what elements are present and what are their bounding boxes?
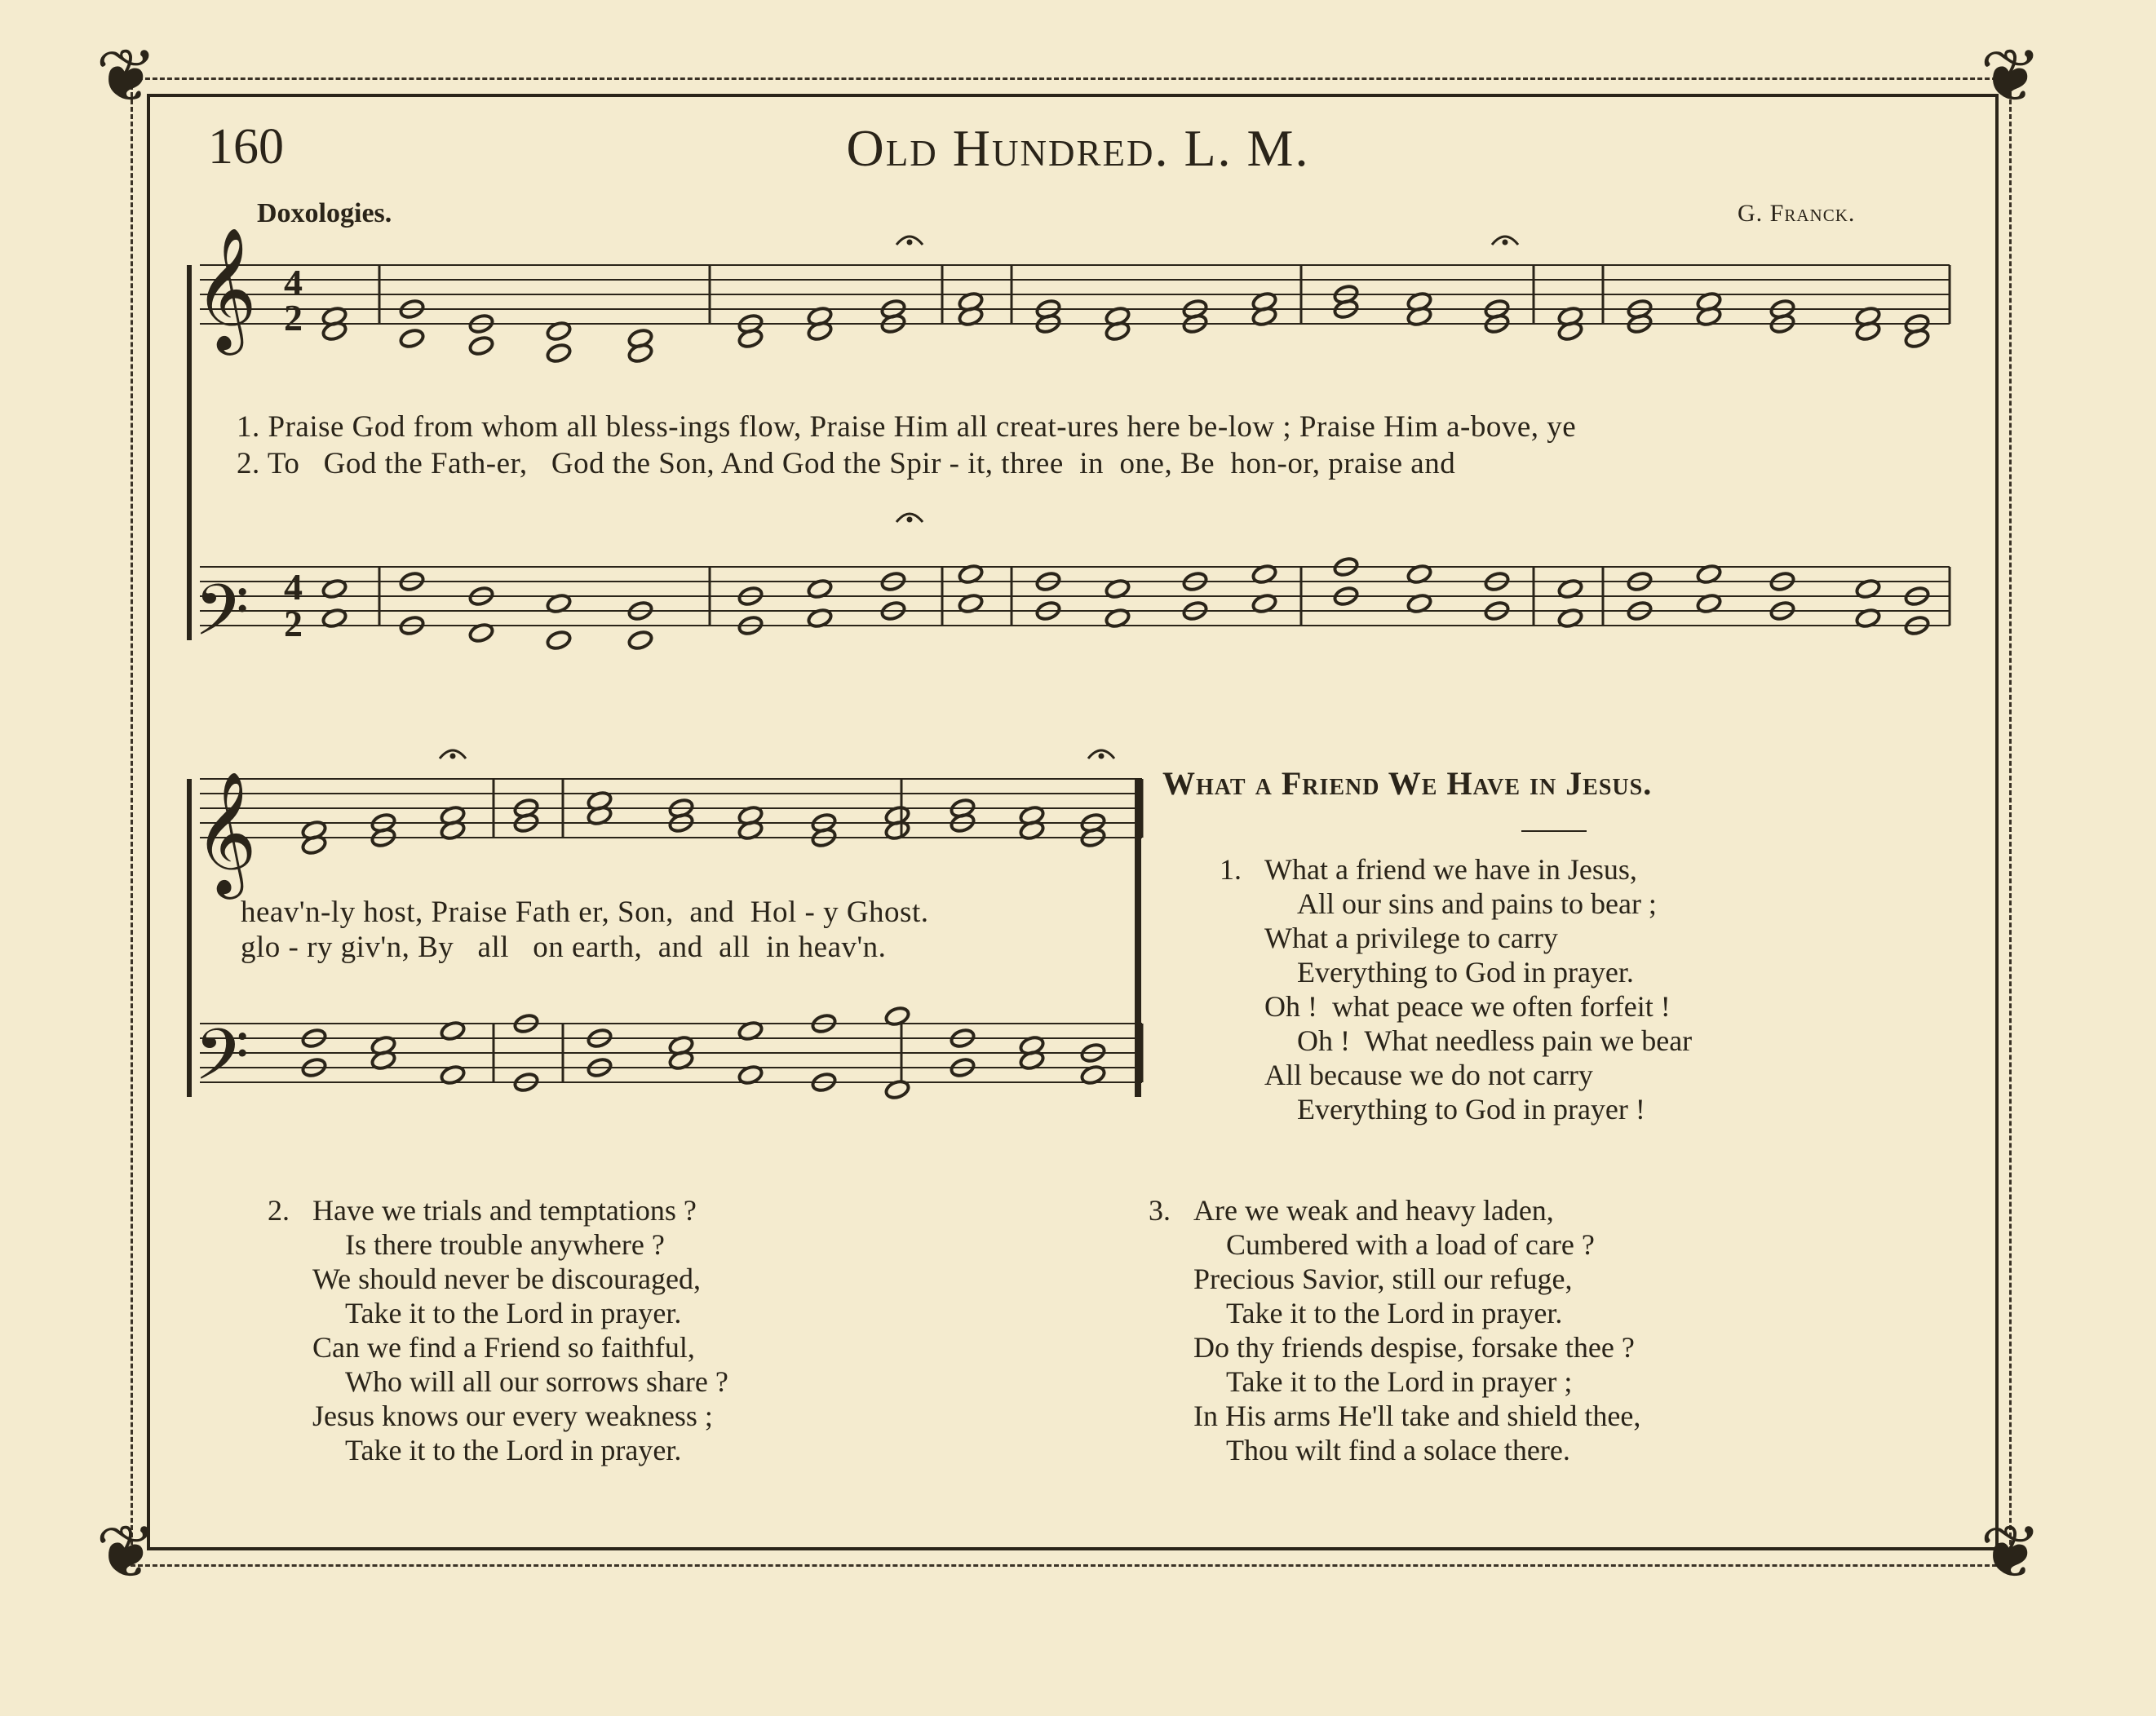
fermata-dot <box>1099 754 1104 758</box>
stanza-2 <box>268 1193 728 1467</box>
stanza-line: What a privilege to carry <box>1264 922 1558 954</box>
stanza-1 <box>1220 852 1693 1126</box>
stanza-line: Can we find a Friend so faithful, <box>312 1331 695 1364</box>
second-hymn-title: What a Friend We Have in Jesus. <box>1162 765 1653 802</box>
stanza-line: Who will all our sorrows share ? <box>345 1365 728 1398</box>
stanza-line: Have we trials and temptations ? <box>312 1194 697 1227</box>
page-number: 160 <box>208 119 284 175</box>
composer-credit: G. Franck. <box>1738 200 1856 227</box>
stanza-line: Do thy friends despise, forsake thee ? <box>1193 1331 1635 1364</box>
stanza-line: Cumbered with a load of care ? <box>1226 1228 1595 1261</box>
stanza-line: Oh ! What needless pain we bear <box>1297 1024 1693 1057</box>
time-signature-bottom: 2 <box>284 603 303 644</box>
lyric-line-verse-2: 2. To God the Fath-er, God the Son, And God the Spir - it, three in one, Be hon-or, praise and <box>237 447 1456 480</box>
stanza-line: Take it to the Lord in prayer. <box>1226 1297 1563 1329</box>
note-head <box>546 630 572 651</box>
note-head <box>546 343 572 364</box>
stanza-line: All our sins and pains to bear ; <box>1297 887 1657 920</box>
fermata-dot <box>907 240 912 245</box>
stanza-line: Everything to God in prayer ! <box>1297 1093 1645 1126</box>
stanza-line: We should never be discouraged, <box>312 1263 701 1295</box>
lyric-line-verse-1: 1. Praise God from whom all bless-ings flow, Praise Him all creat-ures here be-low ; Praise Him a-bove, ye <box>237 410 1577 444</box>
corner-ornament-icon: ❦ <box>95 1513 157 1594</box>
corner-ornament-icon: ❦ <box>95 37 157 117</box>
hymn-title: Old Hundred. L. M. <box>846 119 1310 177</box>
stanza-line: Take it to the Lord in prayer. <box>345 1434 682 1466</box>
treble-clef-icon: 𝄞 <box>194 770 257 894</box>
time-signature-top: 4 <box>284 262 303 303</box>
stanza-line: Precious Savior, still our refuge, <box>1193 1263 1573 1295</box>
stanza-line: Take it to the Lord in prayer ; <box>1226 1365 1573 1398</box>
stanza-line: Everything to God in prayer. <box>1297 956 1634 988</box>
note-head <box>627 630 653 651</box>
stanza-line: Oh ! what peace we often forfeit ! <box>1264 990 1671 1023</box>
stanza-line: Are we weak and heavy laden, <box>1193 1194 1554 1227</box>
stanza-number: 2. <box>268 1194 290 1227</box>
stanza-line: In His arms He'll take and shield thee, <box>1193 1400 1641 1432</box>
stanza-line: All because we do not carry <box>1264 1059 1593 1091</box>
fermata-dot <box>907 517 912 522</box>
treble-clef-icon: 𝄞 <box>194 226 257 350</box>
stanza-line: Is there trouble anywhere ? <box>345 1228 665 1261</box>
title-divider <box>1521 830 1587 832</box>
time-signature-top: 4 <box>284 566 303 608</box>
stanza-line: What a friend we have in Jesus, <box>1264 853 1637 886</box>
note-head <box>399 328 425 349</box>
fermata-dot <box>1503 240 1507 245</box>
stanza-line: Thou wilt find a solace there. <box>1226 1434 1570 1466</box>
bass-clef-icon: 𝄢 <box>194 1014 250 1113</box>
stanza-number: 1. <box>1220 853 1242 886</box>
section-label: Doxologies. <box>257 198 392 228</box>
stanza-3 <box>1149 1193 1641 1467</box>
lyric-line-verse-2: glo - ry giv'n, By all on earth, and all in heav'n. <box>241 931 887 964</box>
bass-clef-icon: 𝄢 <box>194 569 250 669</box>
corner-ornament-icon: ❦ <box>1980 37 2042 117</box>
note-head <box>468 335 494 356</box>
lyric-line-verse-1: heav'n-ly host, Praise Fath er, Son, and Hol - y Ghost. <box>241 896 929 929</box>
corner-ornament-icon: ❦ <box>1980 1513 2042 1594</box>
time-signature-bottom: 2 <box>284 297 303 338</box>
stanza-line: Jesus knows our every weakness ; <box>312 1400 713 1432</box>
stanza-line: Take it to the Lord in prayer. <box>345 1297 682 1329</box>
fermata-dot <box>450 754 455 758</box>
stanza-number: 3. <box>1149 1194 1171 1227</box>
